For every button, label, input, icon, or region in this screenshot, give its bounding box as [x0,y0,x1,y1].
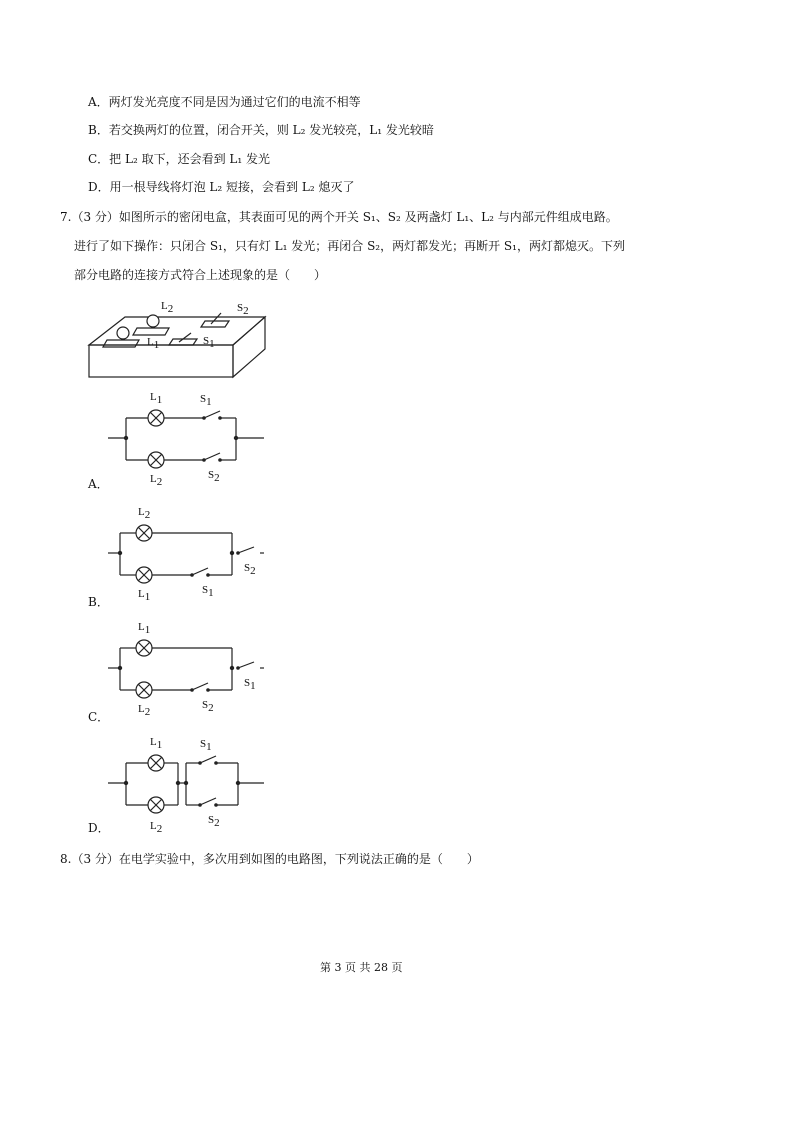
q6-option-b: B．若交换两灯的位置，闭合开关，则 L₂ 发光较亮，L₁ 发光较暗 [88,123,434,137]
svg-text:L1: L1 [138,621,151,636]
switch-s2-lever-icon [211,313,221,324]
svg-text:S1: S1 [200,738,212,753]
q7-stem-line3: 部分电路的连接方式符合上述现象的是（ ） [74,268,327,282]
switch-s2-icon [200,798,216,805]
svg-text:L2: L2 [138,703,151,718]
q7-stem-line1: 7.（3 分）如图所示的密闭电盒，其表面可见的两个开关 S₁、S₂ 及两盏灯 L₁、L₂ 与内部元件组成电路。 [60,210,618,224]
q7-stem-line2: 进行了如下操作：只闭合 S₁，只有灯 L₁ 发光；再闭合 S₂，两灯都发光；再断开 S₁，两灯都熄灭。下列 [74,239,625,253]
switch-s2-icon [204,453,220,460]
q7-option-c-label: C． [88,710,110,724]
label-l1: L1 [147,336,160,351]
lamp-l2-base [133,328,169,335]
switch-s1-icon [204,411,220,418]
q6-option-c: C．把 L₂ 取下，还会看到 L₁ 发光 [88,152,270,166]
svg-text:L1: L1 [138,588,151,603]
svg-text:L2: L2 [150,820,163,835]
svg-text:S2: S2 [202,699,214,714]
svg-text:S2: S2 [244,562,256,577]
q6-option-a: A．两灯发光亮度不同是因为通过它们的电流不相等 [88,95,361,109]
q7-option-b-label: B． [88,595,109,609]
sealed-circuit-box-figure [85,295,275,385]
switch-s2-icon [238,547,254,553]
circuit-option-a [108,390,268,490]
switch-s2-icon [192,683,208,690]
svg-text:L2: L2 [138,506,151,521]
lamp-l1-bulb-icon [117,327,129,339]
circuit-option-b [108,505,268,605]
switch-s1-icon [238,662,254,668]
switch-s2-base [201,321,229,327]
svg-text:L1: L1 [150,391,163,406]
page-footer: 第 3 页 共 28 页 [320,961,403,974]
svg-text:S1: S1 [200,393,212,408]
switch-s1-lever-icon [179,333,191,342]
lamp-l2-bulb-icon [147,315,159,327]
lamp-l1-base [103,340,139,347]
label-s1: S1 [203,335,215,350]
svg-text:L1: L1 [150,736,163,751]
svg-text:S2: S2 [208,814,220,829]
svg-text:S2: S2 [208,469,220,484]
svg-text:S1: S1 [244,677,256,692]
q7-option-d-label: D． [88,821,110,835]
switch-s1-icon [192,568,208,575]
svg-text:L2: L2 [150,473,163,488]
label-l2: L2 [161,300,174,315]
svg-text:S1: S1 [202,584,214,599]
box-side-face [233,317,265,377]
label-s2: S2 [237,302,249,317]
switch-s1-base [169,339,197,345]
q6-option-d: D．用一根导线将灯泡 L₂ 短接，会看到 L₂ 熄灭了 [88,180,355,194]
circuit-option-c [108,620,268,720]
q7-option-a-label: A． [88,477,109,491]
q8-stem-line1: 8.（3 分）在电学实验中，多次用到如图的电路图，下列说法正确的是（ ） [60,852,479,866]
circuit-option-d [108,735,268,835]
switch-s1-icon [200,756,216,763]
